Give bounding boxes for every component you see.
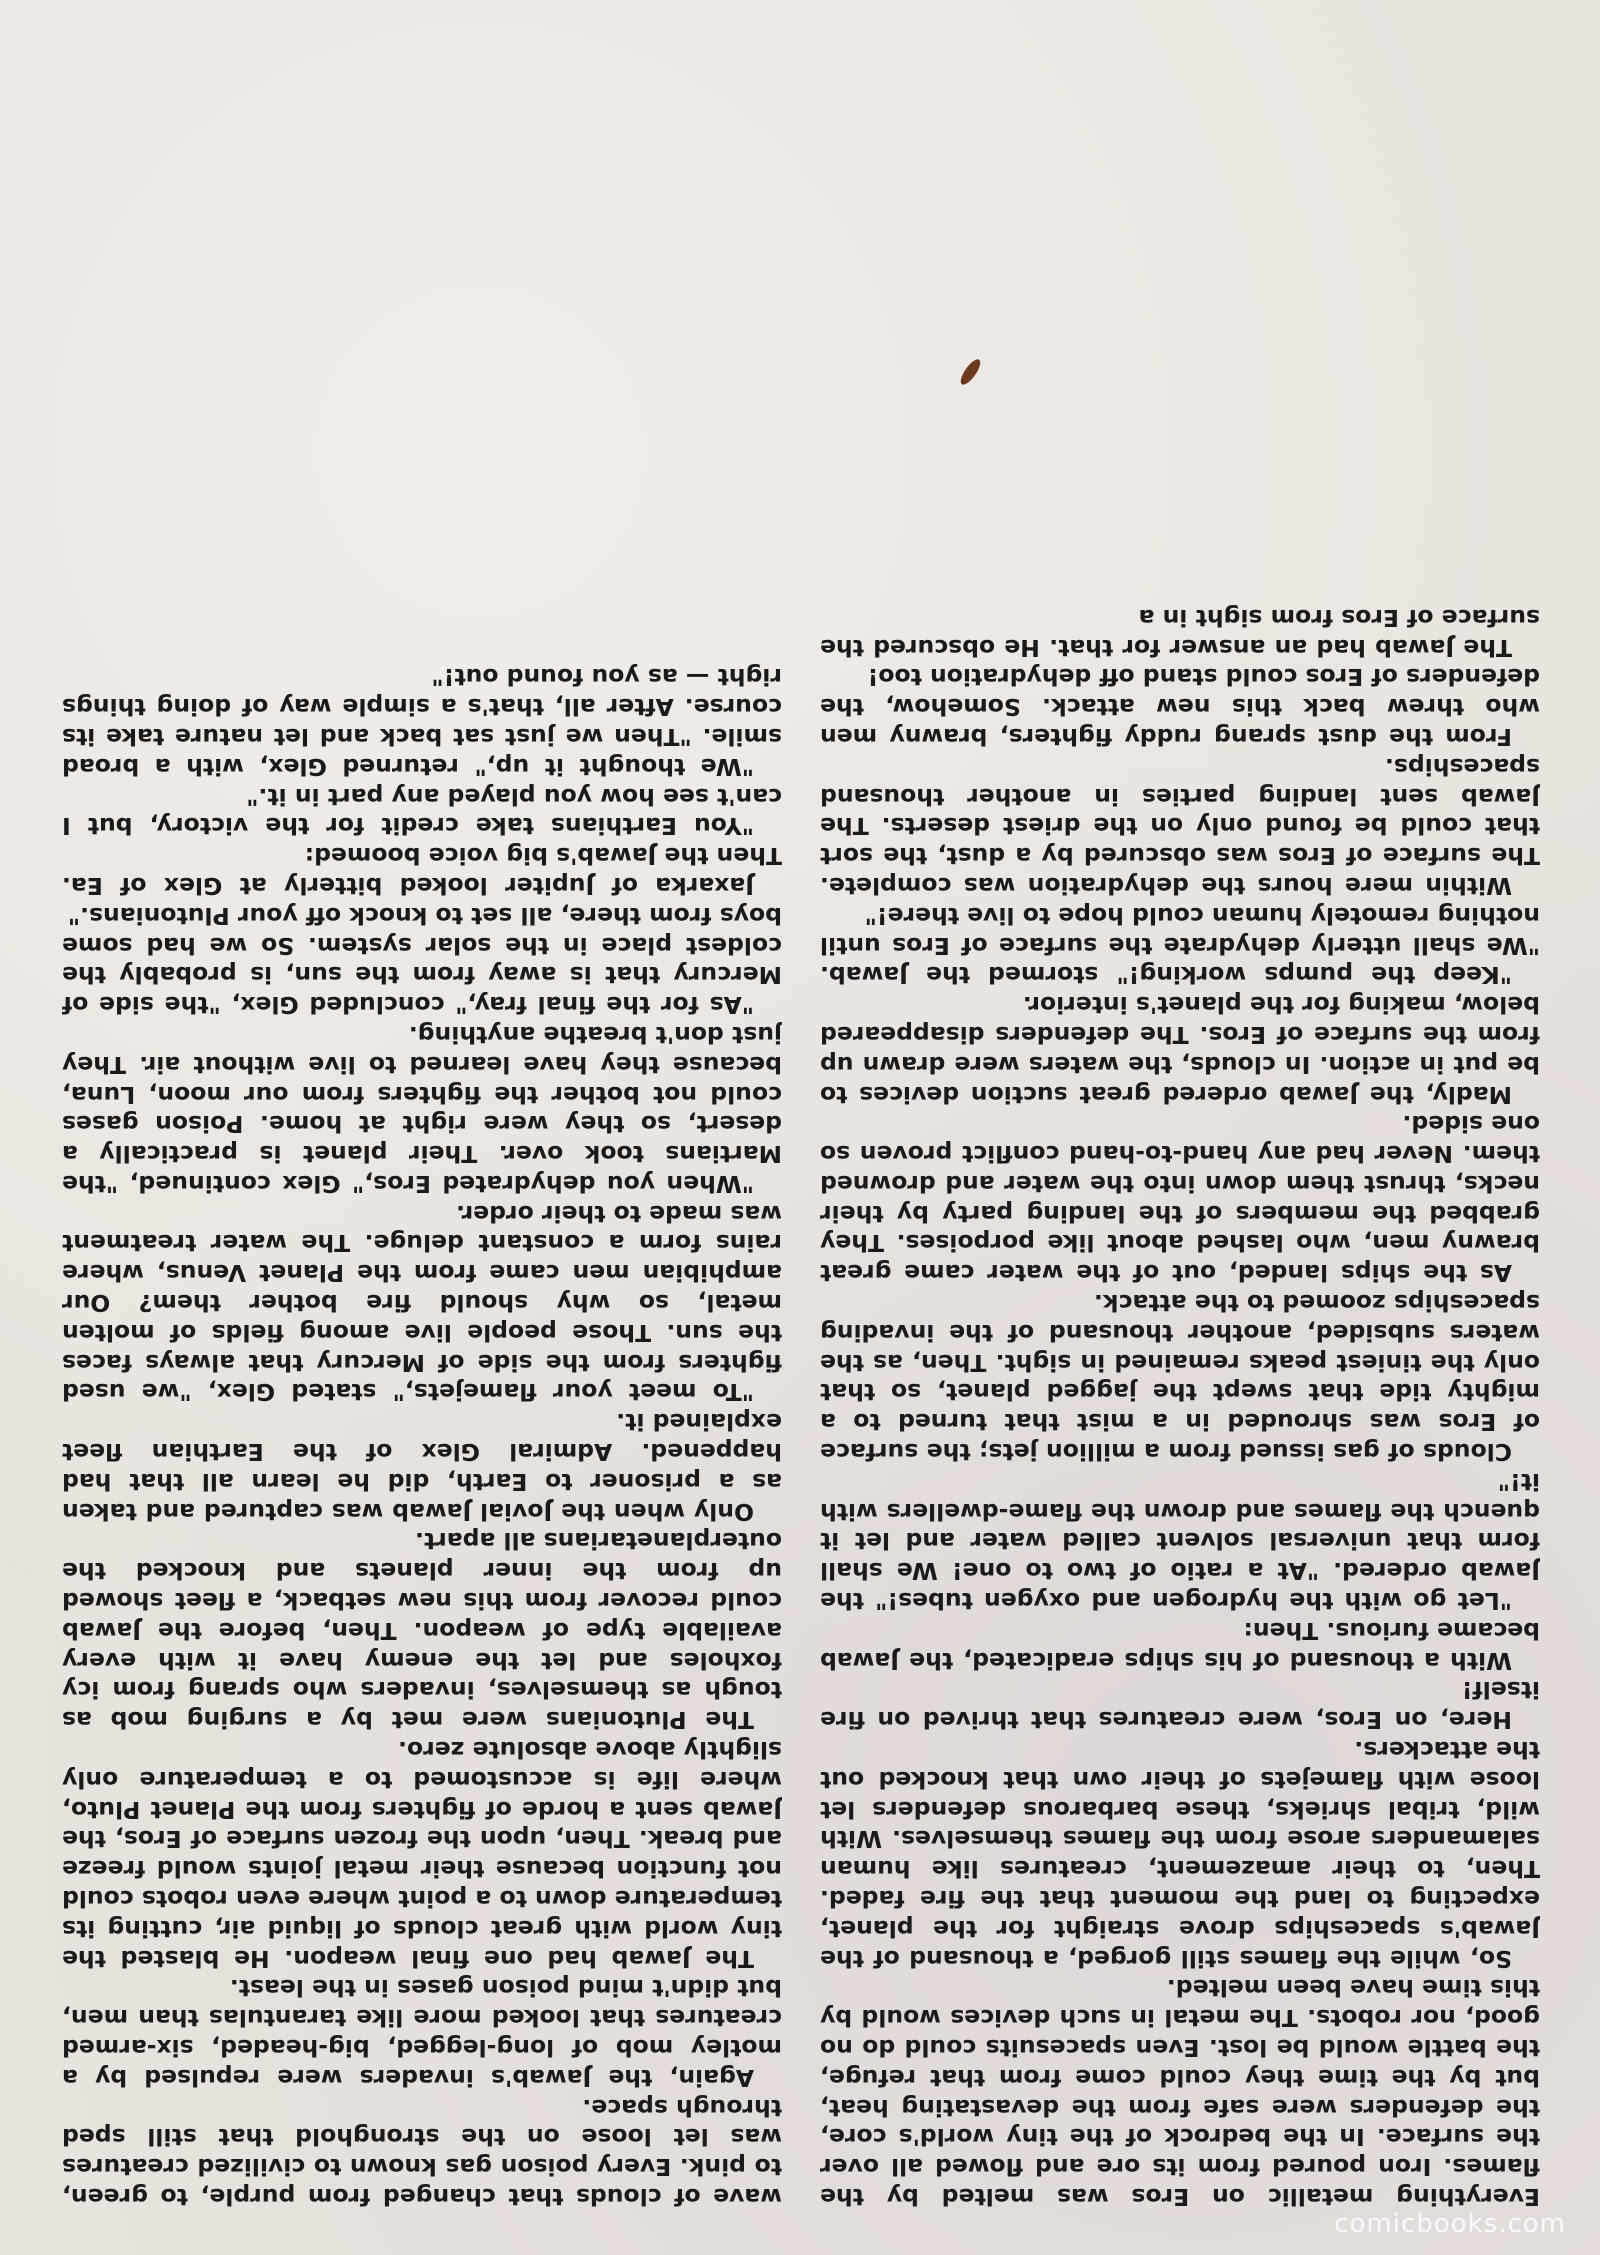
paragraph: "As for the final fray," concluded Glex, "the side of Mercury that is away from the sun, is probably the coldest place in the solar system. So we had some boys from there, all set to knock off your Plutonians." — [62, 901, 782, 1020]
paragraph: From the dust sprang ruddy fighters, brawny men who threw back this new attack. Somehow, the defenders of Eros could stand off dehydration too! — [820, 663, 1540, 751]
paragraph: With a thousand of his ships eradicated, the Jawab became furious. Then: — [820, 1616, 1540, 1675]
text-column-left — [820, 51, 1540, 2211]
paragraph: "You Earthians take credit for the victory, but I can't see how you played any part in it." — [62, 782, 782, 841]
paragraph: "When you dehydrated Eros," Glex continued, "the Martians took over. Their planet is practically a desert, so they were right at home. Poison gases could not bother the fighters from our moon, Luna, because they have learned to live without air. They just don't breathe anything. — [62, 1020, 782, 1198]
paragraph: "We thought it up," returned Glex, with a broad smile. "Then we just sat back and let nature take its course. After all, that's a simple way of doing things right — as you found out!" — [62, 663, 782, 781]
paragraph: The Jawab had one final weapon. He blasted the tiny world with great clouds of liquid air, cutting its temperature down to a point where even robots could not function because their metal joints would freeze and break. Then, upon the frozen surface of Eros, the Jawab sent a horde of fighters from the Planet Pluto, where life is accustomed to a temperature only slightly above absolute zero. — [62, 1736, 782, 1973]
text-column-right — [62, 51, 782, 2211]
paragraph: "To meet your flamejets," stated Glex, "we used fighters from the side of Mercury that always faces the sun. Those people live among fields of molten metal, so why should fire bother them? Our amphibian men came from the Planet Venus, where rains form a constant deluge. The water treatment was made to their order. — [62, 1199, 782, 1407]
site-watermark: comicbooks.com — [1334, 2209, 1566, 2239]
paragraph: Everything metallic on Eros was melted by the flames. Iron poured from its ore and flowed all over the surface. In the bedrock of the tiny world's core, the defenders were safe from the devastating heat, but by the time they could come from that refuge, the battle would be lost. Even spacesuits could do no good, nor robots. The metal in such devices would by this time have been melted. — [820, 1974, 1540, 2211]
paragraph: The Jawab had an answer for that. He obscured the surface of Eros from sight in a — [820, 603, 1540, 662]
paragraph: Clouds of gas issued from a million jets; the surface of Eros was shrouded in a mist that turned to a mighty tide that swept the jagged planet, so that only the tiniest peaks remained in sight. Then, as the waters subsided, another thousand of the invading spaceships zoomed to the attack. — [820, 1289, 1540, 1467]
paragraph: "Let go with the hydrogen and oxygen tubes!" the Jawab ordered. "At a ratio of two to one! We shall form that universal solvent called water and let it quench the flames and drown the flame-dwellers with it!" — [820, 1467, 1540, 1616]
paragraph: Here, on Eros, were creatures that thrived on fire itself! — [820, 1676, 1540, 1735]
paragraph: Again, the Jawab's invaders were repulsed by a motley mob of long-legged, big-headed, six-armed creatures that looked more like tarantulas than men, but didn't mind poison gases in the least. — [62, 1974, 782, 2092]
paragraph: Madly, the Jawab ordered great suction devices to be put in action. In clouds, the waters were drawn up from the surface of Eros. The defenders disappeared below, making for the planet's interior. — [820, 991, 1540, 1109]
paragraph: wave of clouds that changed from purple, to green, to pink. Every poison gas known to civilized creatures was let loose on the stronghold that still sped through space. — [62, 2093, 782, 2211]
paragraph: "Keep the pumps working!" stormed the Jawab. "We shall utterly dehydrate the surface of Eros until nothing remotely human could hope to live there!" — [820, 901, 1540, 990]
paragraph: The Plutonians were met by a surging mob as tough as themselves, invaders who sprang from icy foxholes and let the enemy have it with every available type of weapon. Then, before the Jawab could recover from this new setback, a fleet showed up from the inner planets and knocked the outerplanetarians all apart. — [62, 1527, 782, 1735]
paragraph: As the ships landed, out of the water came great brawny men, who lashed about like porpoises. They grabbed the members of the landing party by their necks, thrust them down into the water and drowned them. Never had any hand-to-hand conflict proven so one sided. — [820, 1110, 1540, 1288]
paragraph: Within mere hours the dehydration was complete. The surface of Eros was obscured by a dust, the sort that could be found only on the driest deserts. The Jawab sent landing parties in another thousand spaceships. — [820, 752, 1540, 900]
paragraph: Only when the Jovial Jawab was captured and taken as a prisoner to Earth, did he learn all that had happened. Admiral Glex of the Earthian fleet explained it. — [62, 1408, 782, 1526]
paragraph: Jaxarka of Jupiter looked bitterly at Glex of Ea. Then the Jawab's big voice boomed: — [62, 842, 782, 900]
paragraph: So, while the flames still gorged, a thousand of the Jawab's spaceships drove straight for the planet, expecting to land the moment that the fire faded. Then, to their amazement, creatures like human salamanders arose from the flames themselves. With wild, tribal shrieks, these barbarous defenders let loose with flamejets of their own that knocked out the attackers. — [820, 1736, 1540, 1973]
